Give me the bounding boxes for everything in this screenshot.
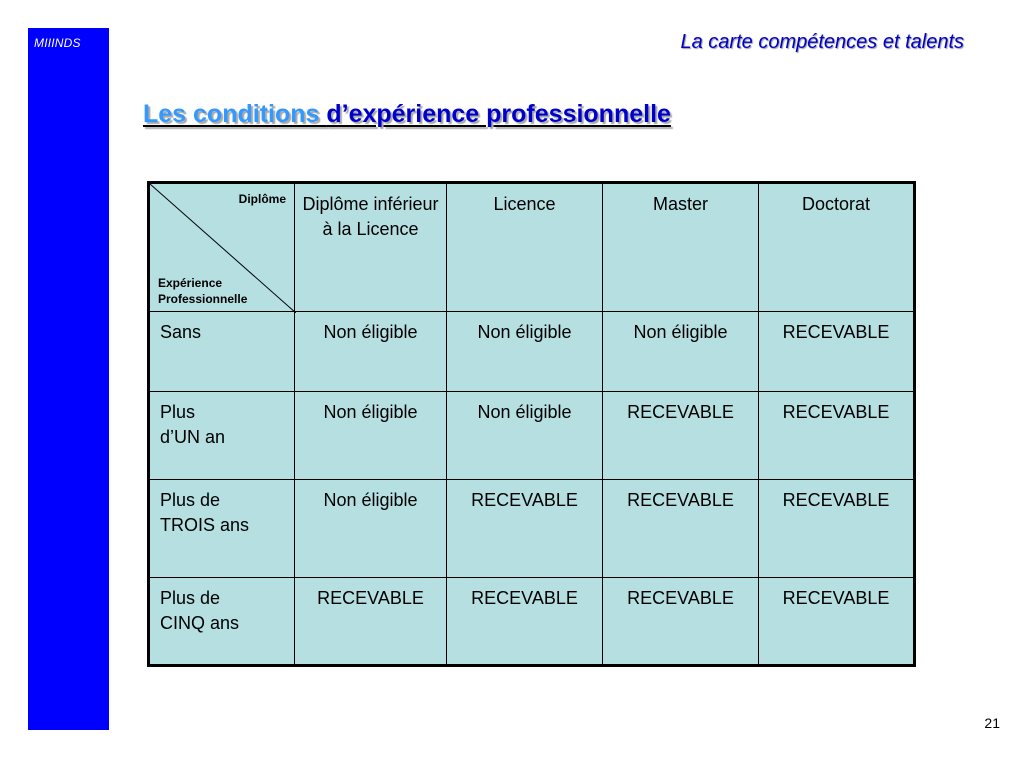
column-header-diplome-inferieur: Diplôme inférieur à la Licence: [295, 183, 447, 312]
table-corner-cell: [149, 183, 295, 312]
row-header-plus-un-an: [149, 392, 295, 480]
table-cell: RECEVABLE: [759, 578, 915, 666]
table-cell: Non éligible: [295, 480, 447, 578]
table-cell: RECEVABLE: [295, 578, 447, 666]
row-header-line1: Plus: [160, 402, 196, 422]
table-cell: RECEVABLE: [603, 578, 759, 666]
table-cell: RECEVABLE: [447, 578, 603, 666]
corner-label-diplome: Diplôme: [238, 192, 286, 206]
slide-title-part2: d’expérience professionnelle: [326, 100, 671, 128]
column-header-doctorat: Doctorat: [759, 183, 915, 312]
corner-label-experience-line2: Professionnelle: [158, 292, 248, 306]
sidebar-band: [28, 28, 109, 730]
table-cell: RECEVABLE: [603, 392, 759, 480]
row-header-plus-trois-ans: [149, 480, 295, 578]
table-header-row: [149, 183, 915, 312]
header-title: La carte compétences et talents: [680, 31, 964, 53]
table-cell: RECEVABLE: [447, 480, 603, 578]
row-header-line1: Sans: [160, 322, 202, 342]
table-cell: RECEVABLE: [759, 392, 915, 480]
slide-title-part1: Les conditions: [143, 100, 327, 128]
row-header-line2: CINQ ans: [160, 613, 240, 633]
table-cell: RECEVABLE: [759, 480, 915, 578]
page-number: 21: [984, 715, 1000, 731]
table-cell: Non éligible: [295, 392, 447, 480]
eligibility-table: [147, 181, 916, 667]
table-cell: RECEVABLE: [759, 312, 915, 392]
corner-label-experience: [158, 275, 247, 307]
table-cell: Non éligible: [295, 312, 447, 392]
row-header-sans: [149, 312, 295, 392]
corner-label-experience-line1: Expérience: [158, 276, 223, 290]
table-cell: Non éligible: [603, 312, 759, 392]
table-row: [149, 312, 915, 392]
table-row: [149, 392, 915, 480]
table-cell: Non éligible: [447, 312, 603, 392]
row-header-line1: Plus de: [160, 588, 221, 608]
row-header-plus-cinq-ans: [149, 578, 295, 666]
table-cell: RECEVABLE: [603, 480, 759, 578]
table-row: [149, 578, 915, 666]
table-cell: Non éligible: [447, 392, 603, 480]
sidebar-label: MIIINDS: [34, 36, 81, 50]
row-header-line2: TROIS ans: [160, 515, 250, 535]
row-header-line1: Plus de: [160, 490, 221, 510]
slide-title: [143, 100, 671, 129]
column-header-master: Master: [603, 183, 759, 312]
row-header-line2: d’UN an: [160, 427, 226, 447]
column-header-licence: Licence: [447, 183, 603, 312]
table-row: [149, 480, 915, 578]
